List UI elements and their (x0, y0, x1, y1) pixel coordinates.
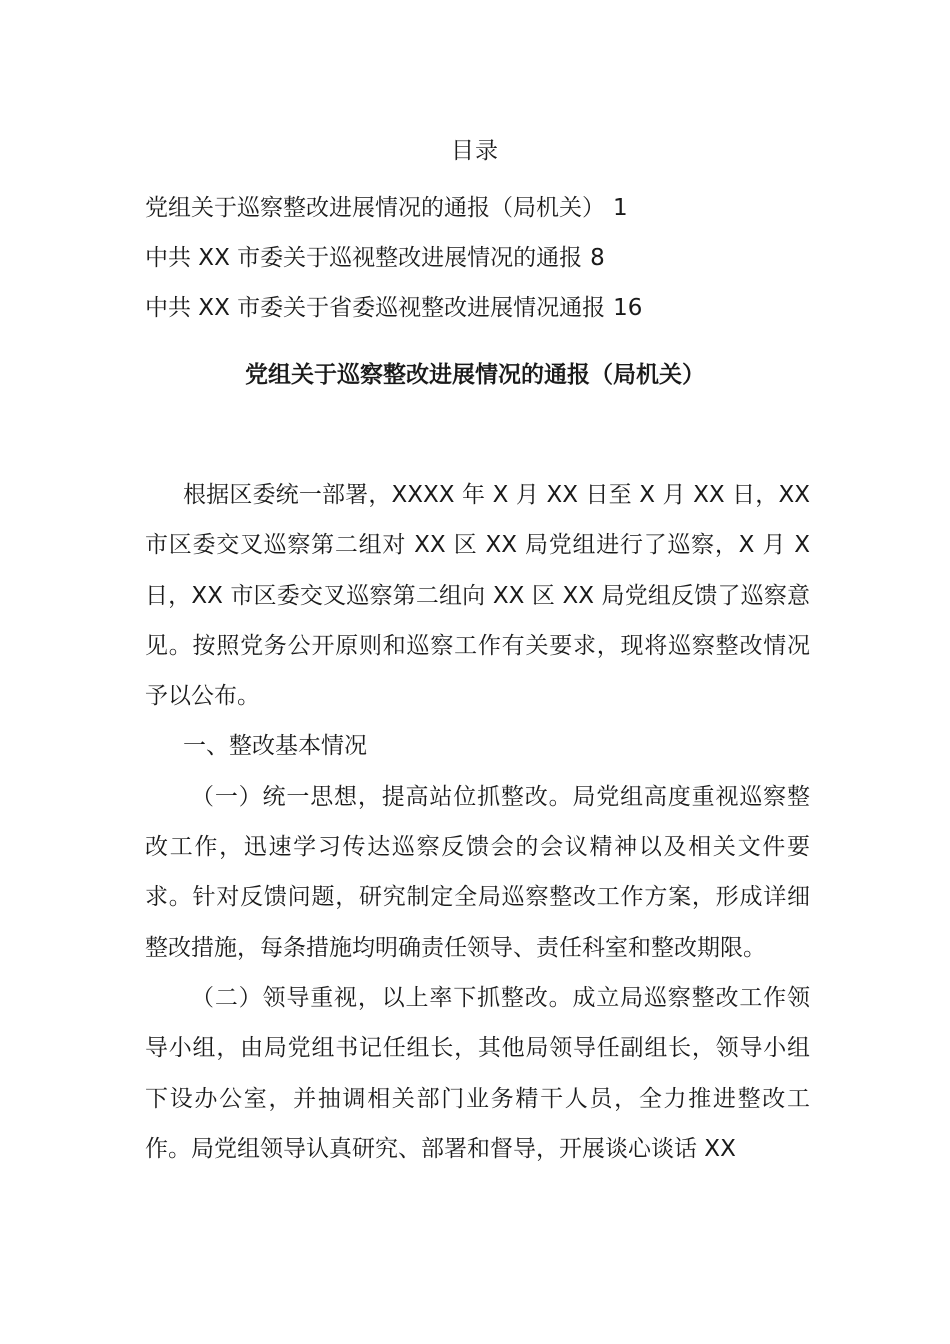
toc-entry[interactable] (145, 233, 825, 283)
section-heading: 一、整改基本情况 (183, 733, 367, 760)
toc-list (145, 183, 825, 333)
toc-entry[interactable] (145, 183, 825, 233)
toc-entry-text: 中共 XX 市委关于省委巡视整改进展情况通报 (145, 295, 606, 321)
document-body (145, 470, 810, 1174)
toc-entry-page: 8 (590, 245, 605, 271)
body-paragraph: （一）统一思想，提高站位抓整改。局党组高度重视巡察整改工作，迅速学习传达巡察反馈会的会议精神以及相关文件要求。针对反馈问题，研究制定全局巡察整改工作方案，形成详细整改措施，每条措施均明确责任领导、责任科室和整改期限。 (145, 783, 810, 961)
body-paragraph: （二）领导重视，以上率下抓整改。成立局巡察整改工作领导小组，由局党组书记任组长，其他局领导任副组长，领导小组下设办公室，并抽调相关部门业务精干人员，全力推进整改工作。局党组领导认真研究、部署和督导，开展谈心谈话 XX (145, 984, 810, 1162)
toc-entry-page: 16 (613, 295, 643, 321)
toc-entry-text: 党组关于巡察整改进展情况的通报（局机关） (145, 195, 605, 221)
document-heading: 党组关于巡察整改进展情况的通报（局机关） (245, 362, 705, 388)
toc-title: 目录 (451, 138, 499, 164)
toc-entry-text: 中共 XX 市委关于巡视整改进展情况的通报 (145, 245, 583, 271)
toc-entry[interactable] (145, 283, 825, 333)
body-paragraph: 根据区委统一部署，XXXX 年 X 月 XX 日至 X 月 XX 日，XX 市区委交叉巡察第二组对 XX 区 XX 局党组进行了巡察，X 月 X 日，XX 市区委交叉巡察第二组向 XX 区 XX 局党组反馈了巡察意见。按照党务公开原则和巡察工作有关要求，现将巡察整改情况予以公布。 (145, 482, 810, 710)
toc-entry-page: 1 (613, 195, 628, 221)
